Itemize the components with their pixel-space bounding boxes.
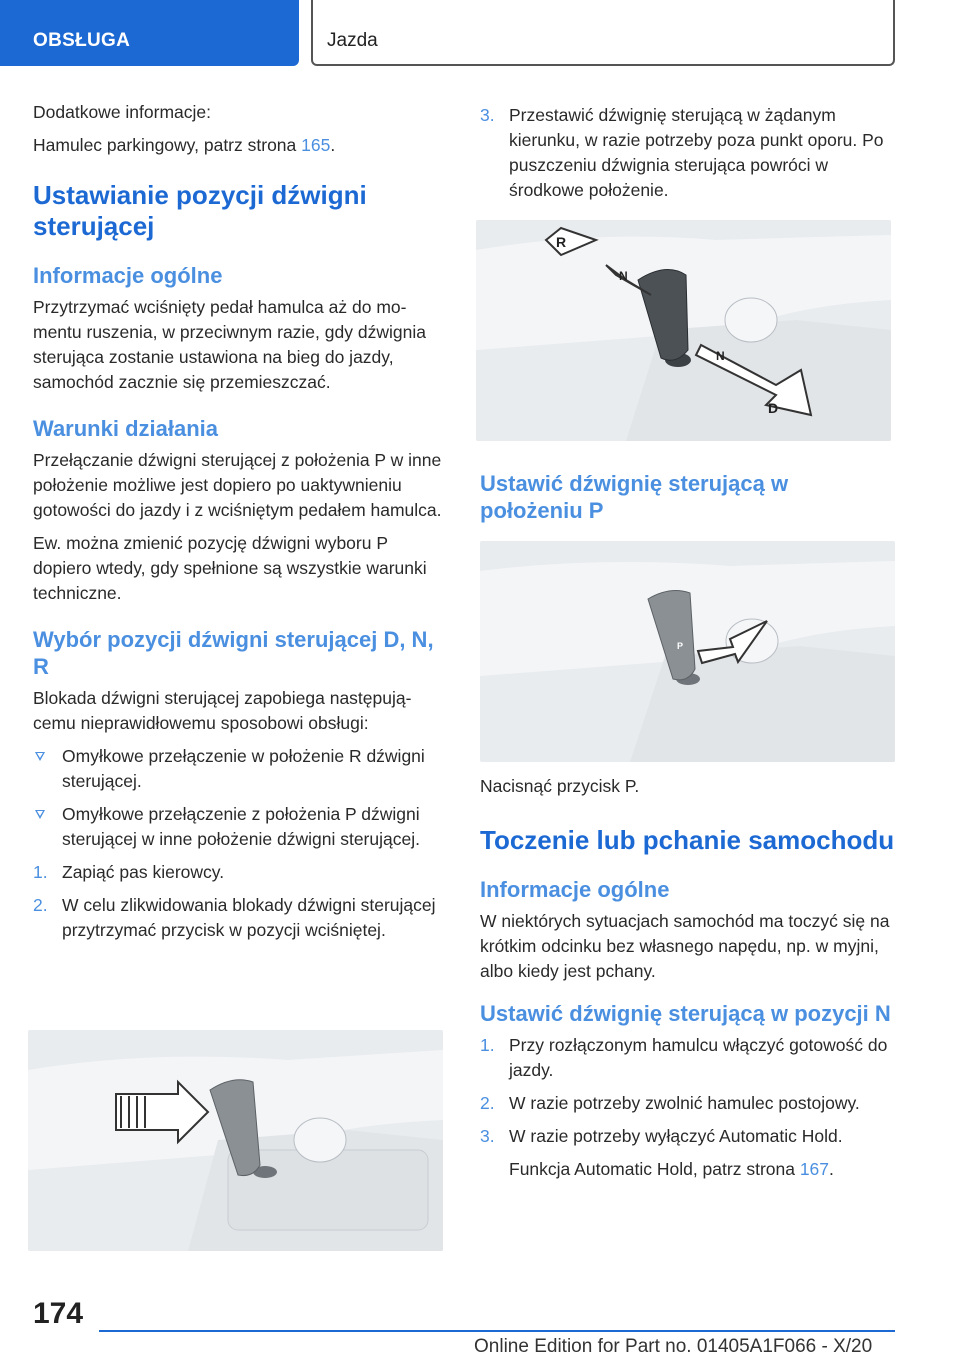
select-intro-text: Blokada dźwigni sterującej zapobiega następującemu nieprawidłowemu sposobowi obsługi:	[33, 688, 412, 733]
shift-pattern-illustration	[476, 220, 891, 441]
figure-unlock-button	[28, 1030, 443, 1251]
heading-rolling: Toczenie lub pchanie samochodu	[480, 825, 895, 855]
heading-general-info-2: Informacje ogólne	[480, 877, 670, 902]
lever-illustration	[28, 1030, 443, 1251]
right-column	[480, 103, 895, 211]
auto-hold-ref: Funkcja Automatic Hold, patrz strona 167.	[509, 1159, 834, 1179]
extra-info-label: Dodatkowe informacje:	[33, 102, 211, 122]
step-item-1: 1. Zapiąć pas kierowcy.	[33, 860, 445, 885]
step-number: 3.	[480, 105, 495, 125]
left-column	[33, 100, 445, 951]
triangle-bullet-icon	[35, 752, 45, 761]
n-step-item-1: 1. Przy rozłączonym hamulcu włączyć gotowość do jazdy.	[480, 1035, 888, 1080]
label-n-lower: N	[716, 349, 725, 363]
conditions-text-2: Ew. można zmienić pozycję dźwigni wyboru P dopiero wtedy, gdy spełnione są wszystkie warunki techniczne.	[33, 533, 427, 603]
label-n-upper: N	[619, 269, 628, 283]
label-d: D	[768, 400, 779, 416]
figure-p-button	[480, 541, 895, 762]
general-info-text: Przytrzymać wciśnięty pedał hamulca aż do momentu ruszenia, w przeciwnym razie, gdy dźwignia sterująca zostanie ustawiona na bieg do jazdy, samochód zacznie się przemieszczać.	[33, 297, 426, 392]
page-link-165[interactable]: 165	[301, 135, 331, 155]
bullet-item-1: Omyłkowe przełączenie w położenie R dźwigni sterującej.	[33, 744, 445, 794]
chapter-label: Jazda	[327, 30, 378, 51]
triangle-bullet-icon	[35, 810, 45, 819]
step-number: 2.	[480, 1093, 495, 1113]
set-p-section	[480, 470, 895, 524]
heading-conditions: Warunki działania	[33, 416, 219, 441]
conditions-text-1: Przełączanie dźwigni sterującej z położenia P w inne położenie możliwe jest dopiero po uaktywnieniu gotowości do jazdy i z wciśniętym pedałem hamulca.	[33, 450, 442, 520]
heading-general-info: Informacje ogólne	[33, 263, 223, 288]
rolling-text: W niektórych sytuacjach samochód ma toczyć się na krótkim odcinku bez własnego napędu, np. w myjni, albo kiedy jest pchany.	[480, 911, 890, 981]
chapter-header	[311, 0, 895, 66]
step-item-3: 3. Przestawić dźwignię sterującą w żądanym kierunku, w razie potrzeby poza punkt oporu. Po puszczeniu dźwignia sterująca powróci w środkowe położenie.	[480, 105, 884, 200]
label-p: P	[677, 641, 684, 651]
figure-shift-pattern	[476, 220, 891, 441]
heading-select-dnr: Wybór pozycji dźwigni sterującej D, N, R	[33, 627, 434, 679]
step-number: 3.	[480, 1126, 495, 1146]
p-button-illustration	[480, 541, 895, 762]
heading-setting-lever: Ustawianie pozycji dźwigni sterującej	[33, 180, 367, 241]
footer-divider	[99, 1330, 895, 1332]
label-r: R	[556, 234, 567, 250]
step-number: 1.	[480, 1035, 495, 1055]
page-number: 174	[33, 1297, 84, 1330]
section-tab[interactable]	[0, 0, 299, 66]
n-step-item-3: 3. W razie potrzeby wyłączyć Automatic Hold.	[480, 1124, 895, 1149]
lower-right-content	[480, 774, 895, 1190]
step-number: 2.	[33, 895, 48, 915]
n-step-item-2: 2. W razie potrzeby zwolnić hamulec postojowy.	[480, 1091, 895, 1116]
bullet-item-2: Omyłkowe przełączenie z położenia P dźwigni sterującej w inne położenie dźwigni sterującej.	[33, 802, 445, 852]
step-item-2: 2. W celu zlikwidowania blokady dźwigni sterującej przytrzymać przycisk w pozycji wciśniętej.	[33, 895, 436, 940]
press-p-text: Nacisnąć przycisk P.	[480, 776, 640, 796]
heading-set-n: Ustawić dźwignię sterującą w pozycji N	[480, 1001, 891, 1026]
step-number: 1.	[33, 862, 48, 882]
heading-set-p: Ustawić dźwignię sterującą w położeniu P	[480, 471, 789, 523]
section-label: OBSŁUGA	[33, 30, 131, 51]
edition-note: Online Edition for Part no. 01405A1F066 - X/20	[474, 1336, 873, 1357]
parking-brake-ref: Hamulec parkingowy, patrz strona 165.	[33, 135, 336, 155]
page-link-167[interactable]: 167	[799, 1159, 830, 1179]
